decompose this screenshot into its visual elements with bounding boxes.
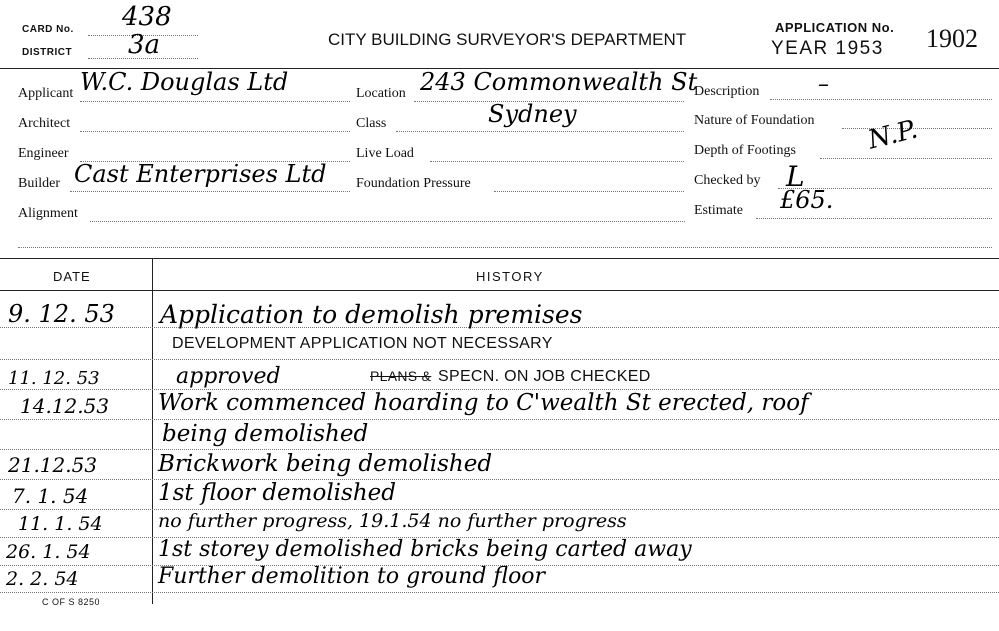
class-label: Class (356, 116, 387, 131)
struck-stamp-text: PLANS & (370, 368, 432, 384)
history-column-header: HISTORY (476, 269, 544, 284)
architect-line (80, 131, 350, 132)
applicant-value: W.C. Douglas Ltd (80, 68, 289, 96)
history-date: 11. 1. 54 (18, 513, 103, 535)
history-entry: being demolished (162, 421, 369, 447)
history-date: 2. 2. 54 (6, 568, 79, 590)
location-value: 243 Commonwealth St (420, 68, 698, 96)
history-date: 26. 1. 54 (6, 541, 91, 563)
history-date: 14.12.53 (20, 394, 110, 418)
alignment-label: Alignment (18, 206, 78, 221)
class-value: Sydney (488, 100, 577, 128)
description-label: Description (694, 84, 760, 99)
card-no-value: 438 (122, 2, 172, 32)
year-label: YEAR 1953 (771, 38, 884, 59)
district-value: 3a (128, 30, 161, 60)
architect-label: Architect (18, 116, 71, 131)
nature-of-foundation-value: N.P. (865, 114, 921, 156)
history-date: 7. 1. 54 (12, 484, 89, 508)
location-label: Location (356, 86, 406, 101)
ruled-line (0, 479, 999, 480)
date-column-divider (152, 259, 153, 604)
application-number: 1902 (926, 24, 978, 53)
live-load-label: Live Load (356, 146, 414, 161)
development-stamp: DEVELOPMENT APPLICATION NOT NECESSARY (172, 335, 553, 352)
engineer-label: Engineer (18, 146, 69, 161)
history-entry: Further demolition to ground floor (158, 564, 546, 589)
estimate-value: £65. (780, 186, 834, 214)
builder-label: Builder (18, 176, 60, 191)
description-line (770, 99, 992, 100)
ruled-line (0, 449, 999, 450)
ruled-line (0, 359, 999, 360)
date-column-header: DATE (53, 269, 91, 284)
history-entry: 1st floor demolished (158, 480, 396, 506)
application-no-label: APPLICATION No. (775, 20, 895, 35)
history-date: 9. 12. 53 (8, 300, 115, 328)
district-label: DISTRICT (22, 47, 73, 58)
department-title: CITY BUILDING SURVEYOR'S DEPARTMENT (328, 30, 687, 49)
live-load-line (430, 161, 684, 162)
checked-by-label: Checked by (694, 173, 761, 188)
foundation-pressure-label: Foundation Pressure (356, 176, 471, 191)
history-entry: Work commenced hoarding to C'wealth St erected, roof (158, 390, 809, 416)
ruled-line (0, 592, 999, 593)
applicant-label: Applicant (18, 86, 74, 101)
checked-by-value: L (786, 160, 805, 193)
table-header-divider (0, 290, 999, 291)
fields-bottom-line (18, 247, 992, 248)
card-no-label: CARD No. (22, 24, 74, 35)
history-entry: Application to demolish premises (160, 300, 583, 329)
applicant-line (80, 101, 350, 102)
history-date: 21.12.53 (8, 453, 98, 477)
ruled-line (0, 419, 999, 420)
class-line (396, 131, 684, 132)
builder-line (70, 191, 350, 192)
depth-of-footings-label: Depth of Footings (694, 143, 796, 158)
history-entry: approved (176, 364, 281, 389)
builder-value: Cast Enterprises Ltd (74, 160, 327, 188)
alignment-line (90, 221, 685, 222)
history-date: 11. 12. 53 (8, 368, 100, 389)
description-value: – (818, 72, 829, 97)
specn-checked-stamp: SPECN. ON JOB CHECKED (438, 368, 651, 385)
fields-divider (0, 258, 999, 259)
history-entry: Brickwork being demolished (158, 451, 493, 477)
history-entry: no further progress, 19.1.54 no further progress (158, 510, 627, 532)
estimate-line (756, 218, 992, 219)
depth-of-footings-line (820, 158, 992, 159)
nature-of-foundation-label: Nature of Foundation (694, 113, 815, 128)
foundation-pressure-line (494, 191, 684, 192)
estimate-label: Estimate (694, 203, 743, 218)
history-entry: 1st storey demolished bricks being carted away (158, 537, 692, 562)
form-code: C OF S 8250 (42, 597, 101, 607)
